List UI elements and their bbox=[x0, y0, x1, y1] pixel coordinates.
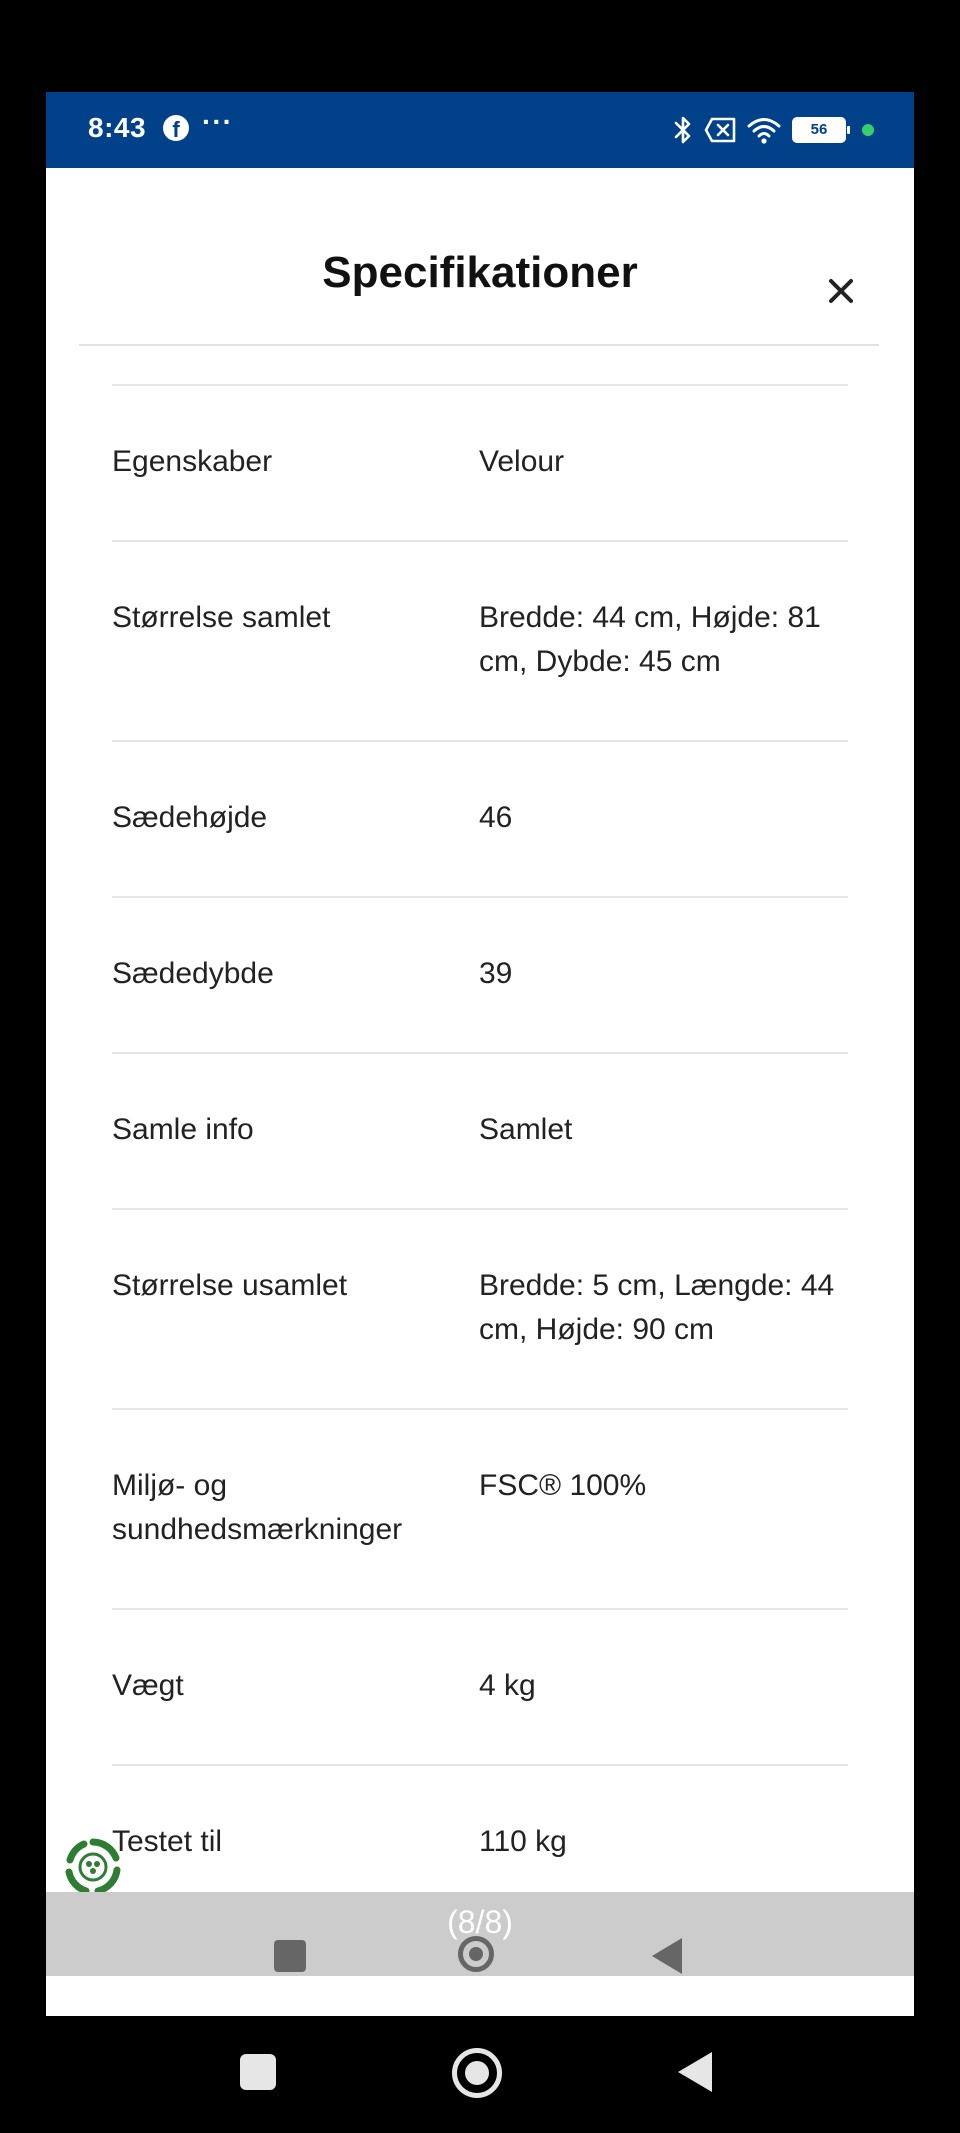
recycle-badge-icon[interactable] bbox=[62, 1836, 124, 1898]
spec-row bbox=[112, 1210, 848, 1410]
spec-row bbox=[112, 542, 848, 742]
header-divider bbox=[79, 344, 879, 346]
more-icon: ··· bbox=[202, 106, 233, 137]
spec-label: Samle info bbox=[112, 1113, 254, 1146]
overlay-recents-icon bbox=[274, 1940, 306, 1972]
facebook-icon: f bbox=[163, 115, 189, 141]
no-sim-icon bbox=[704, 117, 736, 143]
spec-value: Bredde: 44 cm, Højde: 81 cm, Dybde: 45 cm bbox=[479, 601, 821, 678]
battery-icon: 56 bbox=[792, 117, 846, 143]
status-icons bbox=[672, 110, 874, 150]
spec-label: Miljø- og sundhedsmærkninger bbox=[112, 1469, 403, 1546]
home-button[interactable] bbox=[452, 2048, 502, 2098]
back-button[interactable] bbox=[678, 2052, 712, 2092]
page-counter-overlay bbox=[46, 1892, 914, 1976]
spec-label: Testet til bbox=[112, 1825, 223, 1858]
spec-value: Samlet bbox=[479, 1113, 573, 1146]
spec-label: Størrelse usamlet bbox=[112, 1269, 348, 1302]
spec-label: Sædehøjde bbox=[112, 801, 268, 834]
spec-value: 46 bbox=[479, 801, 513, 834]
page-title: Specifikationer bbox=[322, 248, 638, 297]
spec-row bbox=[112, 898, 848, 1054]
app-screen bbox=[46, 92, 914, 2016]
spec-value: 110 kg bbox=[479, 1825, 567, 1858]
status-time: 8:43 bbox=[88, 112, 147, 143]
overlay-back-icon bbox=[652, 1938, 682, 1974]
spec-row bbox=[112, 1410, 848, 1610]
spec-value: Bredde: 5 cm, Længde: 44 cm, Højde: 90 cm bbox=[479, 1269, 835, 1346]
spec-label: Vægt bbox=[112, 1669, 184, 1702]
page-counter: (8/8) bbox=[447, 1904, 513, 1940]
spec-row bbox=[112, 1610, 848, 1766]
spec-row bbox=[112, 386, 848, 542]
spec-row bbox=[112, 742, 848, 898]
close-icon[interactable] bbox=[826, 276, 856, 306]
status-dot-icon bbox=[862, 124, 874, 136]
spec-row bbox=[112, 1054, 848, 1210]
spec-value: 39 bbox=[479, 957, 513, 990]
bluetooth-icon bbox=[672, 114, 694, 146]
spec-label: Størrelse samlet bbox=[112, 601, 331, 634]
status-bar bbox=[46, 92, 914, 168]
spec-label: Egenskaber bbox=[112, 445, 273, 478]
spec-value: FSC® 100% bbox=[479, 1469, 647, 1502]
spec-value: Velour bbox=[479, 445, 565, 478]
system-nav-bar bbox=[0, 2016, 960, 2133]
spec-value: 4 kg bbox=[479, 1669, 536, 1702]
spec-label: Sædedybde bbox=[112, 957, 274, 990]
wifi-icon bbox=[746, 116, 782, 144]
spec-list[interactable] bbox=[112, 384, 848, 1922]
overlay-home-icon bbox=[458, 1936, 494, 1972]
dialog-header bbox=[46, 168, 914, 346]
recents-button[interactable] bbox=[240, 2054, 276, 2090]
